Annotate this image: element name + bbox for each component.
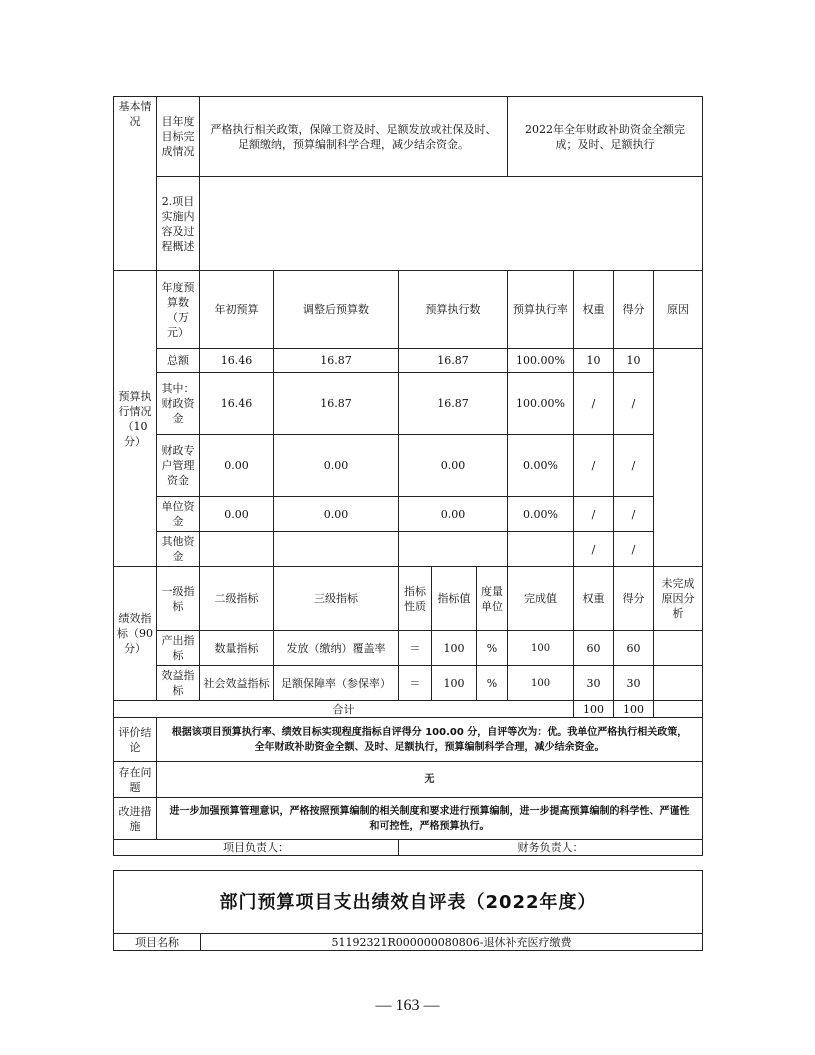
perf-header-value: 指标值 [432,567,477,631]
budget-row-label: 总额 [157,349,200,373]
budget-initial: 16.46 [200,349,274,373]
budget-row-label: 其他资金 [157,532,200,567]
total-row [114,701,703,718]
goal-result: 2022年全年财政补助资金全额完成；及时、足额执行 [508,97,703,177]
budget-weight: / [574,373,614,435]
perf-header-l2: 二级指标 [200,567,274,631]
budget-header-rate: 预算执行率 [508,271,574,349]
budget-reason-cell [654,349,703,567]
budget-row [114,373,703,435]
perf-header-l1: 一级指标 [157,567,200,631]
budget-executed: 16.87 [399,373,508,435]
budget-adjusted: 0.00 [274,435,399,497]
budget-rate: 0.00% [508,435,574,497]
budget-row-label: 其中：财政资金 [157,373,200,435]
budget-header-executed: 预算执行数 [399,271,508,349]
perf-row [114,631,703,666]
perf-weight: 60 [574,631,614,666]
perf-score: 30 [614,666,654,701]
perf-header-weight: 权重 [574,567,614,631]
budget-header-initial: 年初预算 [200,271,274,349]
perf-header-unit: 度量单位 [477,567,508,631]
budget-header-reason: 原因 [654,271,703,349]
budget-rate: 0.00% [508,497,574,532]
perf-l3: 足额保障率（参保率） [274,666,399,701]
budget-header-weight: 权重 [574,271,614,349]
perf-value: 100 [432,666,477,701]
budget-header-annual: 年度预算数（万元） [157,271,200,349]
perf-header-l3: 三级指标 [274,567,399,631]
measures-label: 改进措施 [114,798,157,840]
budget-score: / [614,435,654,497]
perf-unit: % [477,631,508,666]
budget-header-adjusted: 调整后预算数 [274,271,399,349]
project-name-value: 51192321R000000080806-退休补充医疗缴费 [201,934,703,951]
perf-reason [654,666,703,701]
project-name-label: 项目名称 [114,934,201,951]
budget-executed: 0.00 [399,497,508,532]
perf-done: 100 [508,631,574,666]
perf-nature: ＝ [399,666,432,701]
perf-score: 60 [614,631,654,666]
perf-value: 100 [432,631,477,666]
budget-score: 10 [614,349,654,373]
budget-initial: 0.00 [200,497,274,532]
budget-row [114,349,703,373]
budget-row [114,532,703,567]
perf-reason [654,631,703,666]
perf-header-done: 完成值 [508,567,574,631]
budget-initial [200,532,274,567]
total-score: 100 [614,701,654,718]
budget-initial: 0.00 [200,435,274,497]
budget-score: / [614,497,654,532]
budget-weight: / [574,435,614,497]
goal-text: 严格执行相关政策，保障工资及时、足额发放或社保及时、足额缴纳，预算编制科学合理，减少结余资金。 [200,97,508,177]
impl-text [200,177,703,271]
eval-text: 根据该项目预算执行率、绩效目标实现程度指标自评得分 100.00 分，自评等次为：优。我单位严格执行相关政策，全年财政补助资金全额、及时、足额执行，预算编制科学合理，减少结余资金。 [157,718,703,762]
performance-table [113,96,703,856]
issues-label: 存在问题 [114,762,157,798]
budget-adjusted: 16.87 [274,373,399,435]
budget-rate: 100.00% [508,349,574,373]
total-label: 合计 [114,701,574,718]
budget-initial: 16.46 [200,373,274,435]
budget-weight: / [574,497,614,532]
page-number: — 163 — [375,997,440,1014]
impl-label: 2.项目实施内容及过程概述 [157,177,200,271]
perf-unit: % [477,666,508,701]
budget-weight: 10 [574,349,614,373]
project-lead-signature: 项目负责人： [114,840,399,856]
budget-score: / [614,373,654,435]
second-form-header [113,870,703,951]
total-weight: 100 [574,701,614,718]
budget-adjusted: 16.87 [274,349,399,373]
perf-l3: 发放（缴纳）覆盖率 [274,631,399,666]
budget-rate [508,532,574,567]
budget-weight: / [574,532,614,567]
eval-label: 评价结论 [114,718,157,762]
basic-info-label: 基本情况 [114,97,157,271]
finance-lead-signature: 财务负责人： [399,840,703,856]
measures-text: 进一步加强预算管理意识，严格按照预算编制的相关制度和要求进行预算编制，进一步提高预算编制的科学性、严谨性和可控性，严格预算执行。 [157,798,703,840]
budget-row-label: 财政专户管理资金 [157,435,200,497]
budget-executed: 0.00 [399,435,508,497]
perf-row [114,666,703,701]
budget-adjusted: 0.00 [274,497,399,532]
budget-section-label: 预算执行情况（10分） [114,271,157,567]
perf-l1: 效益指标 [157,666,200,701]
budget-executed: 16.87 [399,349,508,373]
perf-header-nature: 指标性质 [399,567,432,631]
perf-l1: 产出指标 [157,631,200,666]
budget-row [114,497,703,532]
budget-executed [399,532,508,567]
form-title: 部门预算项目支出绩效自评表（2022年度） [114,871,703,934]
perf-header-reason: 未完成原因分析 [654,567,703,631]
budget-rate: 100.00% [508,373,574,435]
budget-row [114,435,703,497]
perf-weight: 30 [574,666,614,701]
perf-nature: ＝ [399,631,432,666]
perf-section-label: 绩效指标（90分） [114,567,157,701]
budget-row-label: 单位资金 [157,497,200,532]
perf-l2: 社会效益指标 [200,666,274,701]
total-reason [654,701,703,718]
perf-l2: 数量指标 [200,631,274,666]
perf-done: 100 [508,666,574,701]
issues-text: 无 [157,762,703,798]
budget-score: / [614,532,654,567]
perf-header-score: 得分 [614,567,654,631]
goal-label: 目年度目标完成情况 [157,97,200,177]
budget-header-score: 得分 [614,271,654,349]
budget-adjusted [274,532,399,567]
